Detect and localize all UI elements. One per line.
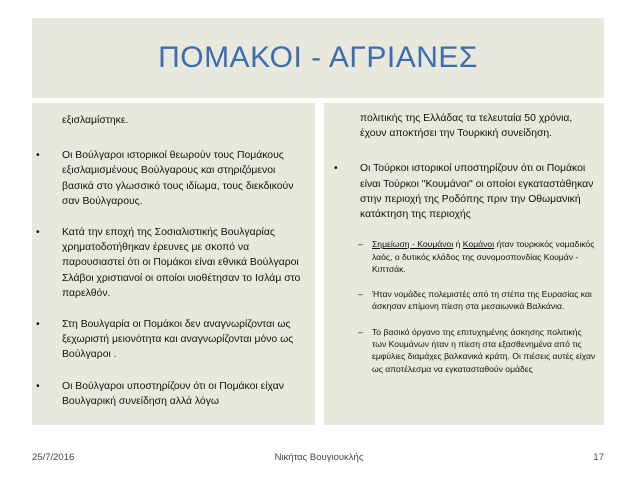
footer-author: Νικήτας Βουγιουκλής [274,452,364,463]
footer-page-number: 17 [593,452,604,463]
dash-marker: – [358,326,363,337]
left-bullet-3-text: Στη Βουλγαρία οι Πομάκοι δεν αναγνωρίζονται ως ξεχωριστή μειονότητα και αναγνωρίζονται μόνο ως Βούλγαροι . [62,319,294,361]
note-alt-name: Κομάνοι [462,239,495,250]
left-text-column [32,103,315,425]
right-bullet-1 [324,161,598,222]
bullet-marker: • [36,150,40,162]
sub-item-2-text: Ήταν νομάδες πολεμιστές από τη στέπα της Ευρασίας και άσκησαν επίμονη πίεση στα μεσαιωνικά Βαλκάνια. [372,289,592,312]
left-bullet-1 [32,148,307,209]
left-bullet-4 [32,379,307,409]
slide-title: ΠΟΜΑΚΟΙ - ΑΓΡΙΑΝΕΣ [158,41,478,74]
note-text: ήταν τουρκικός νομαδικός λαός, ο δυτικός κλάδος της συνομοσπονδίας Κουμάν - Κιπτσάκ. [372,239,595,274]
left-bullet-4-text: Οι Βούλγαροι υποστηρίζουν ότι οι Πομάκοι είχαν Βουλγαρική συνείδηση αλλά λόγω [62,380,284,407]
sub-item-3-text: Το βασικό όργανο της επιτυχημένης άσκησης πολιτικής των Κουμάνων ήταν η πίεση στα εξασθενημένα από τις εμφύλιες διαμάχες βαλκανικά κράτη. Οι πιέσεις αυτές είχαν ως αποτέλεσμα να εγκατασταθούν ομάδες [372,326,596,374]
bullet-marker: • [36,227,40,239]
right-continuation-text: πολιτικής της Ελλάδας τα τελευταία 50 χρόνια, έχουν αποκτήσει την Τουρκική συνείδηση. [360,113,573,140]
sub-item-note [324,238,598,275]
right-text-column [324,103,604,425]
bullet-marker: • [36,319,40,331]
footer-date: 25/7/2016 [32,452,75,463]
bullet-marker: • [36,380,40,392]
left-bullet-2-text: Κατά την εποχή της Σοσιαλιστικής Βουλγαρίας χρηματοδοτήθηκαν έρευνες με σκοπό να παρουσιαστεί ότι οι Πομάκοι είναι εθνικά Βούλγαροι Σλάβοι χριστιανοί οι οποίοι υιοθέτησαν το Ισλάμ στο παρελθόν. [62,227,301,299]
note-label: Σημείωση - Κουμάνοι [372,239,454,250]
dash-marker: – [358,239,363,250]
note-connector: ή [453,239,463,250]
title-band [32,18,604,98]
sub-item-2 [324,288,598,313]
left-bullet-3 [32,317,307,363]
sub-item-3 [324,326,598,375]
dash-marker: – [358,289,363,300]
left-continuation-text: εξισλαμίστηκε. [62,115,129,126]
left-bullet-2 [32,225,307,301]
right-bullet-1-text: Οι Τούρκοι ιστορικοί υποστηρίζουν ότι οι Πομάκοι είναι Τούρκοι "Κουμάνοι" οι οποίοι εγκαταστάθηκαν στην περιοχή της Ροδόπης πριν την Οθωμανική κατάκτηση της περιοχής [360,163,594,221]
left-bullet-1-text: Οι Βούλγαροι ιστορικοί θεωρούν τους Πομάκους εξισλαμισμένους Βούλγαρους και στηριζόμενοι βασικά στο γλωσσικό τους ιδίωμα, τους διεκδικούν σαν Βούλγαρους. [62,150,294,207]
bullet-marker: • [334,163,338,175]
